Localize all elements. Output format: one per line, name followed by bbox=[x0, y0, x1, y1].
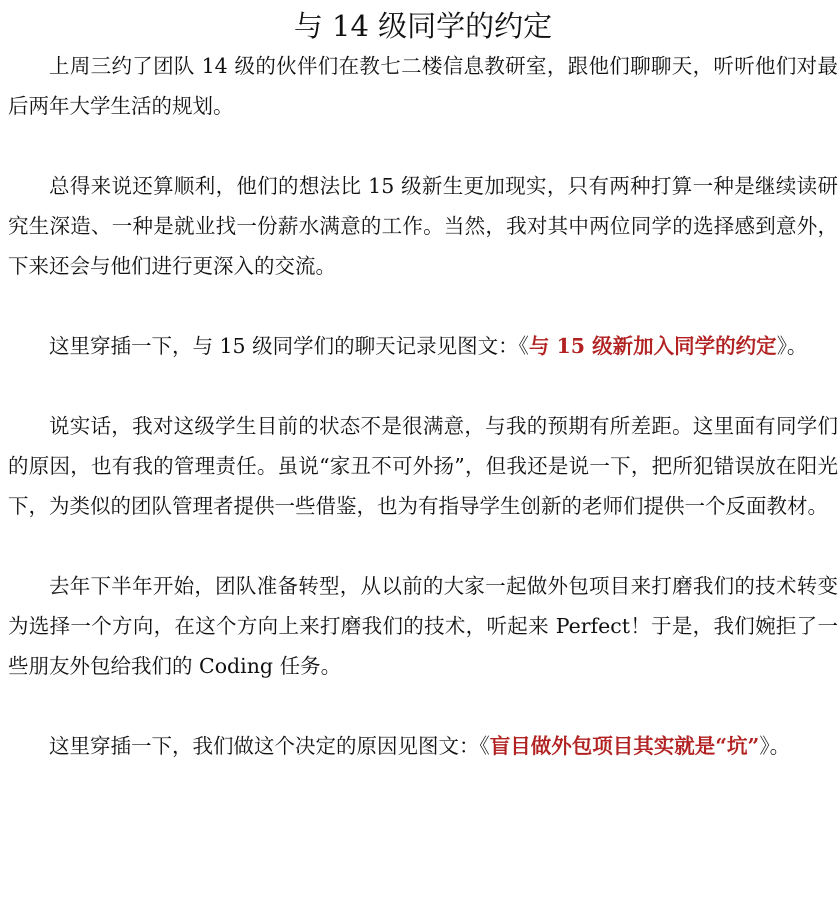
paragraph-3-suffix: 》。 bbox=[776, 334, 808, 358]
paragraph-1: 上周三约了团队 14 级的伙伴们在教七二楼信息教研室，跟他们聊聊天，听听他们对最后两年大学生活的规划。 bbox=[8, 54, 838, 118]
article-link-15-grade[interactable]: 与 15 级新加入同学的约定 bbox=[528, 334, 777, 358]
paragraph-3-prefix: 这里穿插一下，与 15 级同学们的聊天记录见图文：《 bbox=[49, 334, 529, 358]
paragraph-6-prefix: 这里穿插一下，我们做这个决定的原因见图文：《 bbox=[49, 734, 490, 758]
paragraph-gap bbox=[8, 126, 838, 166]
paragraph-gap bbox=[8, 286, 838, 326]
paragraph-6-suffix: 》。 bbox=[759, 734, 791, 758]
paragraph-5: 去年下半年开始，团队准备转型，从以前的大家一起做外包项目来打磨我们的技术转变为选择一个方向，在这个方向上来打磨我们的技术，听起来 Perfect！于是，我们婉拒了一些朋友外包给我们的 Coding 任务。 bbox=[8, 574, 838, 678]
paragraph-6 bbox=[8, 726, 838, 766]
paragraph-gap bbox=[8, 526, 838, 566]
paragraph-2: 总得来说还算顺利，他们的想法比 15 级新生更加现实，只有两种打算一种是继续读研究生深造、一种是就业找一份薪水满意的工作。当然，我对其中两位同学的选择感到意外，下来还会与他们进行更深入的交流。 bbox=[8, 174, 838, 278]
article-link-outsourcing[interactable]: 盲目做外包项目其实就是“坑” bbox=[489, 734, 760, 758]
paragraph-gap bbox=[8, 686, 838, 726]
paragraph-3 bbox=[8, 326, 838, 366]
paragraph-gap bbox=[8, 366, 838, 406]
paragraph-4: 说实话，我对这级学生目前的状态不是很满意，与我的预期有所差距。这里面有同学们的原因，也有我的管理责任。虽说“家丑不可外扬”，但我还是说一下，把所犯错误放在阳光下，为类似的团队管理者提供一些借鉴，也为有指导学生创新的老师们提供一个反面教材。 bbox=[8, 414, 838, 518]
article-title: 与 14 级同学的约定 bbox=[293, 9, 553, 43]
